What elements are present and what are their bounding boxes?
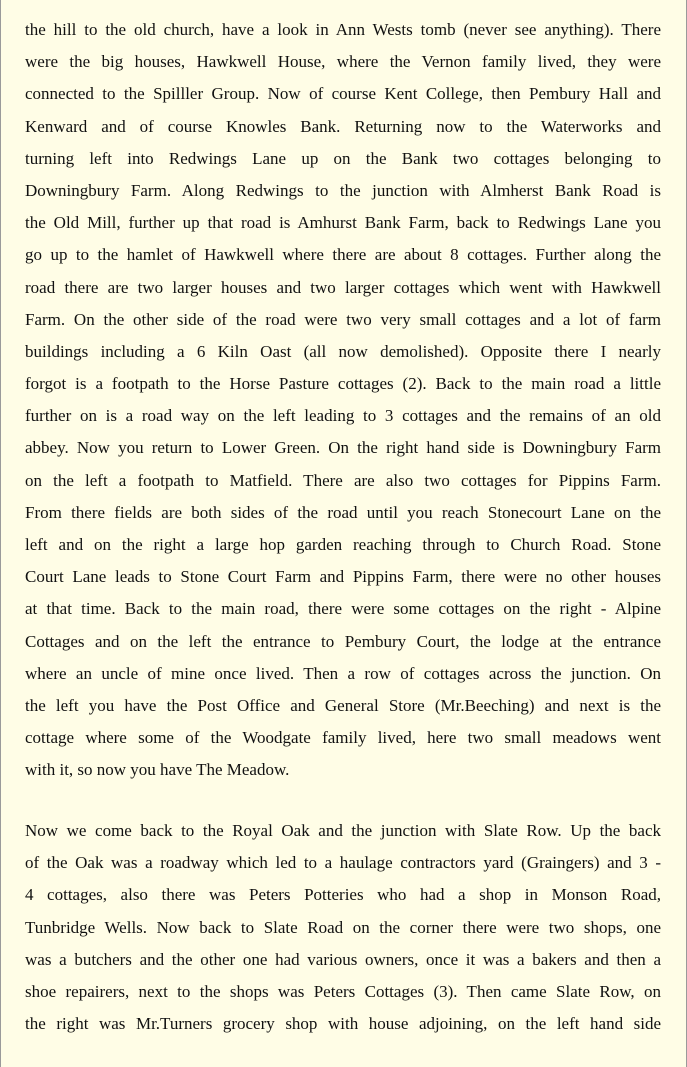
text-line: the left you have the Post Office and General Store (Mr.Beeching) and next is the: [25, 695, 661, 715]
text-line: of the Oak was a roadway which led to a haulage contractors yard (Graingers) and 3 -: [25, 853, 661, 873]
text-line: further on is a road way on the left leading to 3 cottages and the remains of an old: [25, 406, 661, 426]
text-line: Court Lane leads to Stone Court Farm and Pippins Farm, there were no other houses: [25, 567, 661, 587]
text-line: From there fields are both sides of the road until you reach Stonecourt Lane on the: [25, 502, 661, 522]
text-line: Farm. On the other side of the road were two very small cottages and a lot of farm: [25, 309, 661, 329]
text-line: cottage where some of the Woodgate family lived, here two small meadows went: [25, 728, 661, 748]
text-line: Kenward and of course Knowles Bank. Returning now to the Waterworks and: [25, 116, 661, 136]
text-line: turning left into Redwings Lane up on the Bank two cottages belonging to: [25, 148, 661, 168]
text-line: road there are two larger houses and two larger cottages which went with Hawkwell: [25, 277, 661, 297]
text-line: the Old Mill, further up that road is Amhurst Bank Farm, back to Redwings Lane you: [25, 213, 661, 233]
text-line: go up to the hamlet of Hawkwell where there are about 8 cottages. Further along the: [25, 245, 661, 265]
text-line: Downingbury Farm. Along Redwings to the junction with Almherst Bank Road is: [25, 180, 661, 200]
text-line: Cottages and on the left the entrance to Pembury Court, the lodge at the entrance: [25, 631, 661, 651]
text-line: the right was Mr.Turners grocery shop with house adjoining, on the left hand side: [25, 1014, 661, 1034]
text-line: with it, so now you have The Meadow.: [25, 760, 290, 780]
paragraph-2: [25, 815, 661, 1040]
text-line: forgot is a footpath to the Horse Pasture cottages (2). Back to the main road a little: [25, 374, 661, 394]
text-line: was a butchers and the other one had various owners, once it was a bakers and then a: [25, 949, 661, 969]
text-line: 4 cottages, also there was Peters Potteries who had a shop in Monson Road,: [25, 885, 661, 905]
text-line: connected to the Spilller Group. Now of course Kent College, then Pembury Hall and: [25, 84, 661, 104]
text-line: on the left a footpath to Matfield. There are also two cottages for Pippins Farm.: [25, 470, 661, 490]
text-line: were the big houses, Hawkwell House, where the Vernon family lived, they were: [25, 52, 661, 72]
text-line: the hill to the old church, have a look in Ann Wests tomb (never see anything). There: [25, 20, 661, 39]
text-line: at that time. Back to the main road, there were some cottages on the right - Alpine: [25, 599, 661, 619]
text-line: left and on the right a large hop garden reaching through to Church Road. Stone: [25, 535, 661, 554]
text-line: buildings including a 6 Kiln Oast (all now demolished). Opposite there I nearly: [25, 341, 661, 361]
text-line: Now we come back to the Royal Oak and the junction with Slate Row. Up the back: [25, 821, 661, 840]
text-line: abbey. Now you return to Lower Green. On the right hand side is Downingbury Farm: [25, 438, 661, 458]
text-line: where an uncle of mine once lived. Then a row of cottages across the junction. On: [25, 663, 661, 683]
text-line: shoe repairers, next to the shops was Peters Cottages (3). Then came Slate Row, on: [25, 981, 661, 1001]
text-line: Tunbridge Wells. Now back to Slate Road on the corner there were two shops, one: [25, 917, 661, 937]
paragraph-1: [25, 14, 661, 787]
